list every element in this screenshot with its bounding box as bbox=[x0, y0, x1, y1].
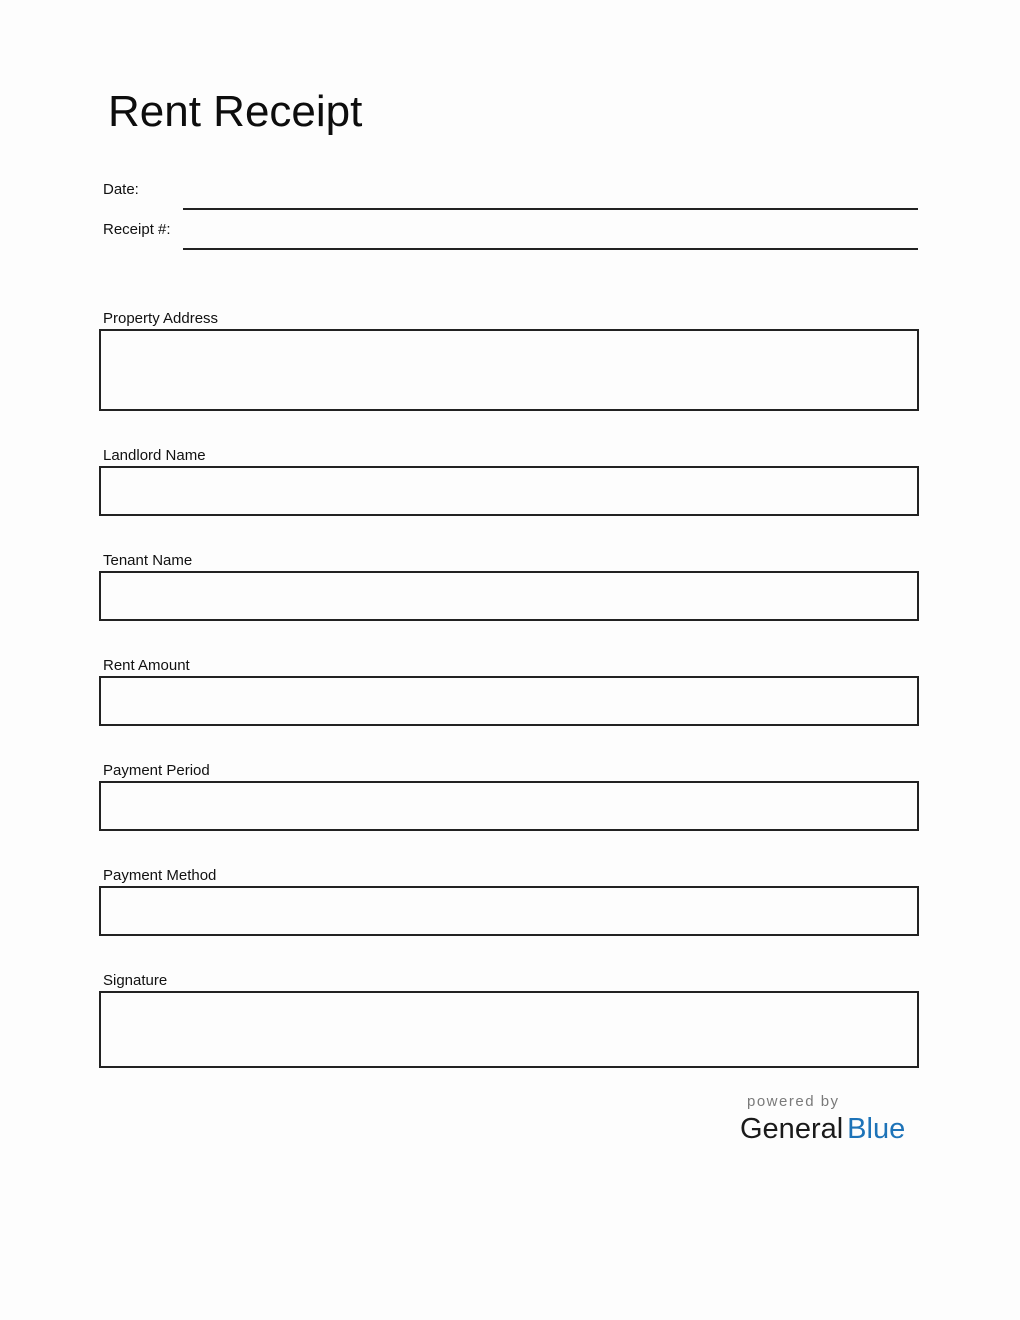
date-input-line[interactable] bbox=[183, 208, 918, 210]
property-address-label: Property Address bbox=[103, 310, 219, 327]
powered-by-logo bbox=[740, 1092, 920, 1146]
date-field bbox=[103, 180, 918, 210]
page-title: Rent Receipt bbox=[108, 87, 363, 136]
receipt-number-field bbox=[103, 220, 918, 250]
signature-label: Signature bbox=[103, 972, 168, 989]
rent-amount-label: Rent Amount bbox=[103, 657, 190, 674]
tenant-name-label: Tenant Name bbox=[103, 552, 193, 569]
generalblue-logo bbox=[740, 1112, 920, 1146]
payment-method-label: Payment Method bbox=[103, 867, 217, 884]
rent-amount-input[interactable] bbox=[99, 676, 919, 726]
payment-period-label: Payment Period bbox=[103, 762, 210, 779]
receipt-number-label: Receipt #: bbox=[103, 221, 171, 238]
signature-input[interactable] bbox=[99, 991, 919, 1068]
rent-amount-field bbox=[99, 656, 919, 726]
receipt-number-input-line[interactable] bbox=[183, 248, 918, 250]
tenant-name-field bbox=[99, 551, 919, 621]
payment-method-input[interactable] bbox=[99, 886, 919, 936]
powered-by-text: powered by bbox=[747, 1093, 840, 1110]
logo-blue-text: Blue bbox=[847, 1113, 906, 1145]
signature-field bbox=[99, 971, 919, 1068]
date-label: Date: bbox=[103, 181, 139, 198]
logo-general-text: General bbox=[740, 1113, 844, 1145]
property-address-field bbox=[99, 309, 919, 411]
property-address-input[interactable] bbox=[99, 329, 919, 411]
tenant-name-input[interactable] bbox=[99, 571, 919, 621]
landlord-name-field bbox=[99, 446, 919, 516]
payment-period-input[interactable] bbox=[99, 781, 919, 831]
landlord-name-label: Landlord Name bbox=[103, 447, 206, 464]
payment-period-field bbox=[99, 761, 919, 831]
landlord-name-input[interactable] bbox=[99, 466, 919, 516]
payment-method-field bbox=[99, 866, 919, 936]
